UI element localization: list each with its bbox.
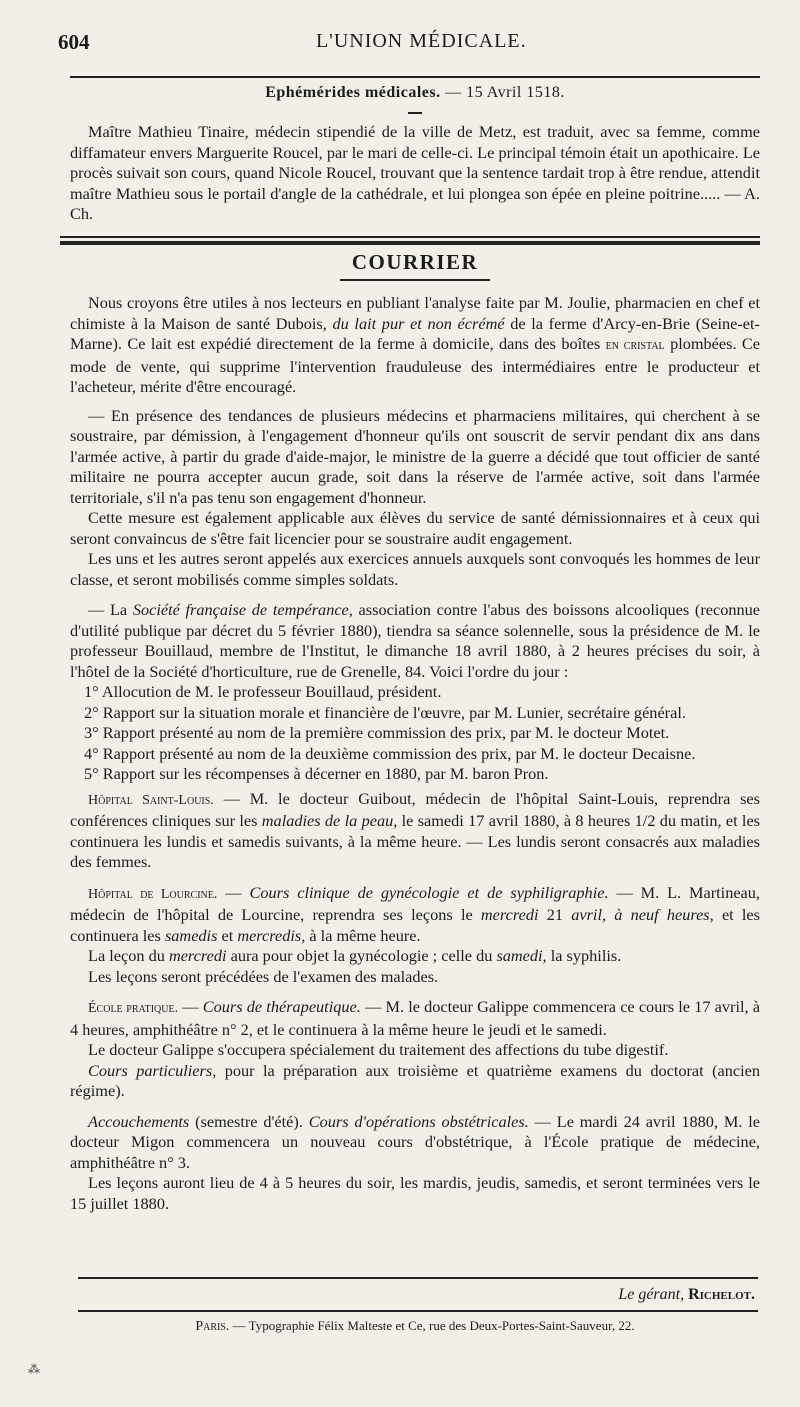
agenda-item: 5° Rapport sur les récompenses à décerner en 1880, par M. baron Pron.: [84, 764, 549, 783]
ecole-pratique-paragraph: École pratique. — Cours de thérapeutique. — M. le docteur Galippe commencera ce cours le 17 avril, à 4 heures, amphithéâtre n° 2, et le continuera à la même heure le jeudi et le samedi.: [70, 997, 760, 1039]
ephemerides-title: [70, 84, 760, 102]
ephemerides-body: [70, 122, 760, 225]
exercises-paragraph: Les uns et les autres seront appelés aux exercices annuels auxquels sont convoqués les hommes de leur classe, et seront mobilisés comme simples soldats.: [70, 549, 760, 589]
imprint-text: — Typographie Félix Malteste et Ce, rue des Deux-Portes-Saint-Sauveur, 22.: [232, 1318, 635, 1333]
courrier-body: [70, 293, 760, 1214]
margin-mark: ⁂: [28, 1362, 40, 1376]
courrier-underline: [340, 279, 490, 281]
agenda-item: 3° Rapport présenté au nom de la première commission des prix, par M. le docteur Motet.: [84, 723, 670, 742]
schedule-paragraph: Les leçons auront lieu de 4 à 5 heures du soir, les mardis, jeudis, samedis, et seront terminées vers le 15 juillet 1880.: [70, 1173, 760, 1213]
signature: [70, 1286, 755, 1304]
courrier-title: COURRIER: [351, 250, 479, 274]
agenda-item: 1° Allocution de M. le professeur Bouillaud, président.: [84, 682, 442, 701]
ephemerides-date: — 15 Avril 1518.: [445, 84, 565, 101]
milk-paragraph: Nous croyons être utiles à nos lecteurs en publiant l'analyse faite par M. Joulie, pharmacien en chef et chimiste à la Maison de santé Dubois, du lait pur et non écrémé de la ferme d'Arcy-en-Brie (Seine-et-Marne). Ce lait est expédié directement de la ferme à domicile, dans des boîtes en cristal plombées. Ce mode de vente, qui supprime l'intervention frauduleuse des intermédiaires entre le producteur et l'acheteur, mérite d'être encouragé.: [70, 293, 761, 396]
section-rule-top: [60, 236, 760, 238]
section-rule-bottom: [60, 241, 760, 245]
agenda-item: 2° Rapport sur la situation morale et financière de l'œuvre, par M. Lunier, secrétaire général.: [84, 702, 686, 722]
journal-title: L'UNION MÉDICALE.: [316, 30, 527, 52]
footer-rule-bottom: [78, 1310, 758, 1312]
saint-louis-paragraph: Hôpital Saint-Louis. — M. le docteur Guibout, médecin de l'hôpital Saint-Louis, reprendra ses conférences cliniques sur les maladies de la peau, le samedi 17 avril 1880, à 8 heures 1/2 du matin, et les continuera les lundis et samedis suivants, à la même heure. — Les lundis seront consacrés aux maladies des femmes.: [70, 788, 761, 871]
imprint-city: Paris.: [195, 1319, 230, 1334]
private-courses-paragraph: Cours particuliers, pour la préparation aux troisième et quatrième examens du doctorat (ancien régime).: [70, 1060, 760, 1100]
military-paragraph: — En présence des tendances de plusieurs médecins et pharmaciens militaires, qui cherchent à se soustraire, par démission, à l'engagement d'honneur qu'ils ont souscrit de servir pendant dix ans dans l'armée active, à partir du grade d'aide-major, le ministre de la guerre a décidé que tout officier de santé militaire ne pourra accepter aucun grade, soit dans la réserve de l'armée active, soit dans l'armée territoriale, s'il n'a pas tenu son engagement d'honneur.: [70, 405, 760, 507]
ephemerides-dash: [408, 112, 422, 114]
galippe-paragraph: Le docteur Galippe s'occupera spécialement du traitement des affections du tube digestif.: [88, 1040, 669, 1059]
signature-label: Le gérant,: [618, 1286, 685, 1303]
lourcine-paragraph: Hôpital de Lourcine. — Cours clinique de gynécologie et de syphiligraphie. — M. L. Martineau, médecin de l'hôpital de Lourcine, reprendra ses leçons le mercredi 21 avril, à neuf heures, et les continuera les samedis et mercredis, à la même heure.: [70, 882, 760, 945]
signature-name: Richelot.: [688, 1286, 755, 1303]
exam-paragraph: Les leçons seront précédées de l'examen des malades.: [88, 966, 439, 986]
ephemerides-section: [70, 84, 760, 225]
agenda-item: 4° Rapport présenté au nom de la deuxième commission des prix, par M. le docteur Decaisne.: [84, 743, 696, 763]
header-rule: [70, 76, 760, 78]
measure-paragraph: Cette mesure est également applicable aux élèves du service de santé démissionnaires et à ceux qui seront convaincus de s'être fait licencier pour se soustraire audit engagement.: [70, 508, 760, 548]
page-header: [58, 30, 758, 60]
obstetrics-paragraph: Accouchements (semestre d'été). Cours d'opérations obstétricales. — Le mardi 24 avril 1880, M. le docteur Migon commencera un nouveau cours d'obstétrique, à l'École pratique de médecine, amphithéâtre n° 3.: [70, 1111, 760, 1172]
lesson-paragraph: La leçon du mercredi aura pour objet la gynécologie ; celle du samedi, la syphilis.: [88, 946, 622, 965]
page-number: 604: [58, 30, 90, 54]
courrier-section: [70, 250, 760, 1214]
ephemerides-heading: Ephémérides médicales.: [265, 84, 441, 101]
printer-imprint: [70, 1318, 760, 1335]
footer-rule-top: [78, 1277, 758, 1279]
temperance-paragraph: — La Société française de tempérance, association contre l'abus des boissons alcooliques (reconnue d'utilité publique par décret du 5 février 1880), tiendra sa séance solennelle, sous la présidence de M. le professeur Bouillaud, membre de l'Institut, le dimanche 18 avril 1880, à 2 heures précises du soir, à l'hôtel de la Société d'horticulture, rue de Grenelle, 84. Voici l'ordre du jour :: [70, 600, 760, 681]
ephemerides-text: Maître Mathieu Tinaire, médecin stipendié de la ville de Metz, est traduit, avec sa femme, comme diffamateur envers Marguerite Roucel, par le mari de celle-ci. Le principal témoin était un apothicaire. Le procès suivait son cours, quand Nicole Roucel, trouvant que la sentence tardait trop à être rendue, attendit maître Mathieu sous le portail d'angle de la cathédrale, et lui plongea son épée en pleine poitrine..... — A. Ch.: [70, 122, 760, 223]
